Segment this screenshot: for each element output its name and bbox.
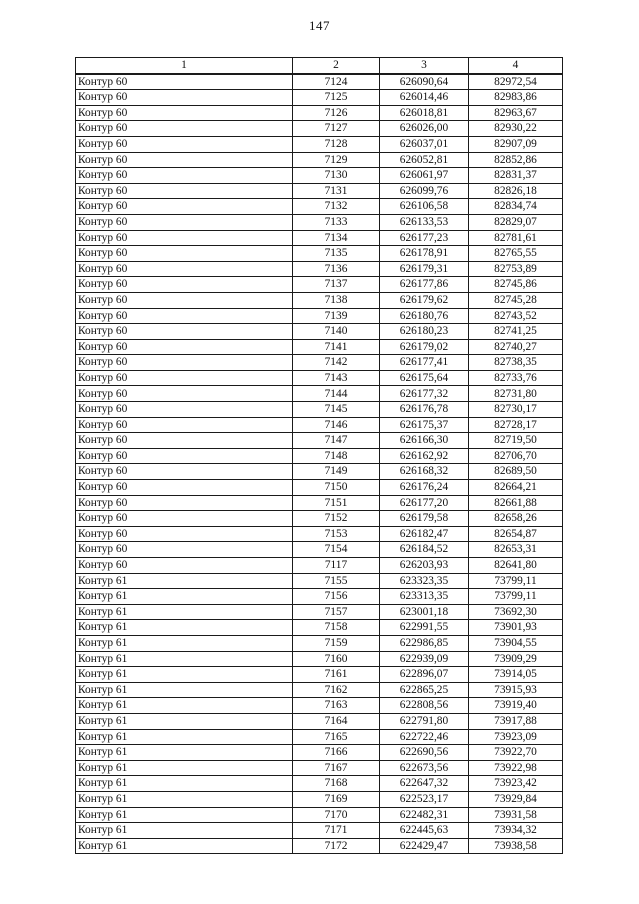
point-number-cell: 7125 <box>293 90 380 106</box>
y-coordinate-cell: 82658,26 <box>469 511 563 527</box>
x-coordinate-cell: 626099,76 <box>380 183 469 199</box>
contour-name-cell: Контур 60 <box>76 448 293 464</box>
table-row <box>76 355 563 371</box>
table-row <box>76 823 563 839</box>
point-number-cell: 7166 <box>293 745 380 761</box>
point-number-cell: 7156 <box>293 589 380 605</box>
x-coordinate-cell: 622429,47 <box>380 838 469 854</box>
x-coordinate-cell: 626177,32 <box>380 386 469 402</box>
point-number-cell: 7170 <box>293 807 380 823</box>
coordinates-table <box>75 57 563 854</box>
y-coordinate-cell: 73904,55 <box>469 635 563 651</box>
contour-name-cell: Контур 60 <box>76 495 293 511</box>
y-coordinate-cell: 73917,88 <box>469 713 563 729</box>
table-row <box>76 604 563 620</box>
table-row <box>76 573 563 589</box>
table-row <box>76 183 563 199</box>
point-number-cell: 7152 <box>293 511 380 527</box>
x-coordinate-cell: 626014,46 <box>380 90 469 106</box>
x-coordinate-cell: 626177,86 <box>380 277 469 293</box>
table-row <box>76 152 563 168</box>
y-coordinate-cell: 82930,22 <box>469 121 563 137</box>
table-row <box>76 370 563 386</box>
contour-name-cell: Контур 60 <box>76 199 293 215</box>
y-coordinate-cell: 82653,31 <box>469 542 563 558</box>
contour-name-cell: Контур 60 <box>76 339 293 355</box>
table-row <box>76 620 563 636</box>
contour-name-cell: Контур 61 <box>76 729 293 745</box>
point-number-cell: 7171 <box>293 823 380 839</box>
contour-name-cell: Контур 61 <box>76 807 293 823</box>
point-number-cell: 7131 <box>293 183 380 199</box>
contour-name-cell: Контур 60 <box>76 355 293 371</box>
point-number-cell: 7143 <box>293 370 380 386</box>
x-coordinate-cell: 626180,76 <box>380 308 469 324</box>
y-coordinate-cell: 73909,29 <box>469 651 563 667</box>
contour-name-cell: Контур 61 <box>76 667 293 683</box>
x-coordinate-cell: 623001,18 <box>380 604 469 620</box>
contour-name-cell: Контур 60 <box>76 277 293 293</box>
point-number-cell: 7144 <box>293 386 380 402</box>
contour-name-cell: Контур 61 <box>76 760 293 776</box>
page-number: 147 <box>309 18 330 33</box>
contour-name-cell: Контур 61 <box>76 823 293 839</box>
x-coordinate-cell: 626166,30 <box>380 433 469 449</box>
point-number-cell: 7133 <box>293 214 380 230</box>
y-coordinate-cell: 82829,07 <box>469 214 563 230</box>
y-coordinate-cell: 73938,58 <box>469 838 563 854</box>
y-coordinate-cell: 73799,11 <box>469 589 563 605</box>
table-row <box>76 807 563 823</box>
x-coordinate-cell: 626175,64 <box>380 370 469 386</box>
table-row <box>76 776 563 792</box>
point-number-cell: 7159 <box>293 635 380 651</box>
x-coordinate-cell: 626061,97 <box>380 168 469 184</box>
point-number-cell: 7134 <box>293 230 380 246</box>
contour-name-cell: Контур 60 <box>76 464 293 480</box>
y-coordinate-cell: 73919,40 <box>469 698 563 714</box>
table-header <box>76 58 563 74</box>
x-coordinate-cell: 626179,02 <box>380 339 469 355</box>
x-coordinate-cell: 622690,56 <box>380 745 469 761</box>
x-coordinate-cell: 626106,58 <box>380 199 469 215</box>
point-number-cell: 7117 <box>293 558 380 574</box>
contour-name-cell: Контур 60 <box>76 402 293 418</box>
point-number-cell: 7154 <box>293 542 380 558</box>
table-row <box>76 292 563 308</box>
point-number-cell: 7164 <box>293 713 380 729</box>
y-coordinate-cell: 73799,11 <box>469 573 563 589</box>
x-coordinate-cell: 626182,47 <box>380 526 469 542</box>
x-coordinate-cell: 626052,81 <box>380 152 469 168</box>
y-coordinate-cell: 73915,93 <box>469 682 563 698</box>
y-coordinate-cell: 73923,09 <box>469 729 563 745</box>
y-coordinate-cell: 82731,80 <box>469 386 563 402</box>
x-coordinate-cell: 626177,23 <box>380 230 469 246</box>
y-coordinate-cell: 82983,86 <box>469 90 563 106</box>
x-coordinate-cell: 622523,17 <box>380 791 469 807</box>
contour-name-cell: Контур 60 <box>76 308 293 324</box>
y-coordinate-cell: 73922,70 <box>469 745 563 761</box>
table-row <box>76 168 563 184</box>
contour-name-cell: Контур 60 <box>76 558 293 574</box>
table-row <box>76 635 563 651</box>
point-number-cell: 7141 <box>293 339 380 355</box>
table-row <box>76 698 563 714</box>
column-header-2: 2 <box>293 58 380 74</box>
x-coordinate-cell: 626179,31 <box>380 261 469 277</box>
x-coordinate-cell: 626090,64 <box>380 74 469 90</box>
point-number-cell: 7127 <box>293 121 380 137</box>
header-row <box>76 58 563 74</box>
table-row <box>76 542 563 558</box>
table-row <box>76 838 563 854</box>
y-coordinate-cell: 73922,98 <box>469 760 563 776</box>
table-row <box>76 433 563 449</box>
contour-name-cell: Контур 60 <box>76 261 293 277</box>
contour-name-cell: Контур 61 <box>76 791 293 807</box>
y-coordinate-cell: 82654,87 <box>469 526 563 542</box>
point-number-cell: 7157 <box>293 604 380 620</box>
y-coordinate-cell: 82743,52 <box>469 308 563 324</box>
x-coordinate-cell: 622673,56 <box>380 760 469 776</box>
contour-name-cell: Контур 60 <box>76 168 293 184</box>
table-row <box>76 651 563 667</box>
table-row <box>76 417 563 433</box>
contour-name-cell: Контур 60 <box>76 105 293 121</box>
y-coordinate-cell: 82826,18 <box>469 183 563 199</box>
y-coordinate-cell: 73934,32 <box>469 823 563 839</box>
y-coordinate-cell: 73914,05 <box>469 667 563 683</box>
table-row <box>76 199 563 215</box>
x-coordinate-cell: 622482,31 <box>380 807 469 823</box>
x-coordinate-cell: 626026,00 <box>380 121 469 137</box>
x-coordinate-cell: 622991,55 <box>380 620 469 636</box>
contour-name-cell: Контур 60 <box>76 370 293 386</box>
y-coordinate-cell: 82664,21 <box>469 480 563 496</box>
x-coordinate-cell: 626203,93 <box>380 558 469 574</box>
table-row <box>76 589 563 605</box>
point-number-cell: 7124 <box>293 74 380 90</box>
contour-name-cell: Контур 61 <box>76 745 293 761</box>
point-number-cell: 7130 <box>293 168 380 184</box>
table-row <box>76 261 563 277</box>
y-coordinate-cell: 82972,54 <box>469 74 563 90</box>
table-row <box>76 558 563 574</box>
table-row <box>76 277 563 293</box>
point-number-cell: 7137 <box>293 277 380 293</box>
point-number-cell: 7142 <box>293 355 380 371</box>
x-coordinate-cell: 626168,32 <box>380 464 469 480</box>
y-coordinate-cell: 82728,17 <box>469 417 563 433</box>
x-coordinate-cell: 626018,81 <box>380 105 469 121</box>
x-coordinate-cell: 622722,46 <box>380 729 469 745</box>
y-coordinate-cell: 82719,50 <box>469 433 563 449</box>
y-coordinate-cell: 73929,84 <box>469 791 563 807</box>
contour-name-cell: Контур 60 <box>76 230 293 246</box>
y-coordinate-cell: 82907,09 <box>469 136 563 152</box>
contour-name-cell: Контур 61 <box>76 698 293 714</box>
table-body <box>76 74 563 854</box>
table-row <box>76 713 563 729</box>
x-coordinate-cell: 626176,78 <box>380 402 469 418</box>
x-coordinate-cell: 626133,53 <box>380 214 469 230</box>
y-coordinate-cell: 73692,30 <box>469 604 563 620</box>
x-coordinate-cell: 622647,32 <box>380 776 469 792</box>
x-coordinate-cell: 622939,09 <box>380 651 469 667</box>
point-number-cell: 7126 <box>293 105 380 121</box>
x-coordinate-cell: 626176,24 <box>380 480 469 496</box>
point-number-cell: 7139 <box>293 308 380 324</box>
y-coordinate-cell: 82738,35 <box>469 355 563 371</box>
table-row <box>76 464 563 480</box>
contour-name-cell: Контур 60 <box>76 152 293 168</box>
x-coordinate-cell: 622865,25 <box>380 682 469 698</box>
point-number-cell: 7148 <box>293 448 380 464</box>
point-number-cell: 7158 <box>293 620 380 636</box>
table-row <box>76 682 563 698</box>
table-row <box>76 667 563 683</box>
contour-name-cell: Контур 61 <box>76 604 293 620</box>
point-number-cell: 7155 <box>293 573 380 589</box>
contour-name-cell: Контур 61 <box>76 651 293 667</box>
table-row <box>76 526 563 542</box>
y-coordinate-cell: 82730,17 <box>469 402 563 418</box>
contour-name-cell: Контур 61 <box>76 620 293 636</box>
point-number-cell: 7165 <box>293 729 380 745</box>
point-number-cell: 7129 <box>293 152 380 168</box>
contour-name-cell: Контур 60 <box>76 324 293 340</box>
point-number-cell: 7169 <box>293 791 380 807</box>
y-coordinate-cell: 82661,88 <box>469 495 563 511</box>
point-number-cell: 7128 <box>293 136 380 152</box>
point-number-cell: 7161 <box>293 667 380 683</box>
contour-name-cell: Контур 60 <box>76 511 293 527</box>
x-coordinate-cell: 626162,92 <box>380 448 469 464</box>
y-coordinate-cell: 82963,67 <box>469 105 563 121</box>
x-coordinate-cell: 622445,63 <box>380 823 469 839</box>
point-number-cell: 7149 <box>293 464 380 480</box>
table-row <box>76 90 563 106</box>
contour-name-cell: Контур 61 <box>76 838 293 854</box>
point-number-cell: 7145 <box>293 402 380 418</box>
table-row <box>76 339 563 355</box>
table-row <box>76 791 563 807</box>
table-row <box>76 230 563 246</box>
table-row <box>76 308 563 324</box>
contour-name-cell: Контур 60 <box>76 74 293 90</box>
y-coordinate-cell: 82753,89 <box>469 261 563 277</box>
y-coordinate-cell: 73923,42 <box>469 776 563 792</box>
contour-name-cell: Контур 61 <box>76 589 293 605</box>
y-coordinate-cell: 73931,58 <box>469 807 563 823</box>
x-coordinate-cell: 626175,37 <box>380 417 469 433</box>
contour-name-cell: Контур 61 <box>76 713 293 729</box>
point-number-cell: 7168 <box>293 776 380 792</box>
x-coordinate-cell: 626037,01 <box>380 136 469 152</box>
x-coordinate-cell: 622791,80 <box>380 713 469 729</box>
table-row <box>76 760 563 776</box>
point-number-cell: 7140 <box>293 324 380 340</box>
point-number-cell: 7160 <box>293 651 380 667</box>
x-coordinate-cell: 622896,07 <box>380 667 469 683</box>
x-coordinate-cell: 626177,41 <box>380 355 469 371</box>
contour-name-cell: Контур 61 <box>76 776 293 792</box>
y-coordinate-cell: 82831,37 <box>469 168 563 184</box>
point-number-cell: 7147 <box>293 433 380 449</box>
contour-name-cell: Контур 61 <box>76 635 293 651</box>
point-number-cell: 7153 <box>293 526 380 542</box>
point-number-cell: 7151 <box>293 495 380 511</box>
contour-name-cell: Контур 60 <box>76 526 293 542</box>
point-number-cell: 7138 <box>293 292 380 308</box>
point-number-cell: 7167 <box>293 760 380 776</box>
contour-name-cell: Контур 60 <box>76 542 293 558</box>
contour-name-cell: Контур 60 <box>76 386 293 402</box>
contour-name-cell: Контур 60 <box>76 214 293 230</box>
table-row <box>76 495 563 511</box>
y-coordinate-cell: 82745,28 <box>469 292 563 308</box>
x-coordinate-cell: 622808,56 <box>380 698 469 714</box>
point-number-cell: 7163 <box>293 698 380 714</box>
table-row <box>76 745 563 761</box>
table-row <box>76 448 563 464</box>
contour-name-cell: Контур 61 <box>76 682 293 698</box>
x-coordinate-cell: 626179,62 <box>380 292 469 308</box>
y-coordinate-cell: 82706,70 <box>469 448 563 464</box>
y-coordinate-cell: 73901,93 <box>469 620 563 636</box>
x-coordinate-cell: 626180,23 <box>380 324 469 340</box>
contour-name-cell: Контур 60 <box>76 292 293 308</box>
point-number-cell: 7135 <box>293 246 380 262</box>
point-number-cell: 7150 <box>293 480 380 496</box>
point-number-cell: 7136 <box>293 261 380 277</box>
table-row <box>76 136 563 152</box>
x-coordinate-cell: 622986,85 <box>380 635 469 651</box>
contour-name-cell: Контур 60 <box>76 90 293 106</box>
table-row <box>76 402 563 418</box>
point-number-cell: 7146 <box>293 417 380 433</box>
table-row <box>76 105 563 121</box>
contour-name-cell: Контур 60 <box>76 433 293 449</box>
x-coordinate-cell: 626179,58 <box>380 511 469 527</box>
contour-name-cell: Контур 61 <box>76 573 293 589</box>
x-coordinate-cell: 626184,52 <box>380 542 469 558</box>
contour-name-cell: Контур 60 <box>76 417 293 433</box>
y-coordinate-cell: 82745,86 <box>469 277 563 293</box>
contour-name-cell: Контур 60 <box>76 246 293 262</box>
column-header-3: 3 <box>380 58 469 74</box>
point-number-cell: 7132 <box>293 199 380 215</box>
point-number-cell: 7162 <box>293 682 380 698</box>
y-coordinate-cell: 82834,74 <box>469 199 563 215</box>
point-number-cell: 7172 <box>293 838 380 854</box>
table-row <box>76 511 563 527</box>
column-header-4: 4 <box>469 58 563 74</box>
y-coordinate-cell: 82641,80 <box>469 558 563 574</box>
y-coordinate-cell: 82740,27 <box>469 339 563 355</box>
table-row <box>76 729 563 745</box>
y-coordinate-cell: 82852,86 <box>469 152 563 168</box>
contour-name-cell: Контур 60 <box>76 480 293 496</box>
table-row <box>76 386 563 402</box>
contour-name-cell: Контур 60 <box>76 136 293 152</box>
column-header-1: 1 <box>76 58 293 74</box>
table-row <box>76 246 563 262</box>
table-row <box>76 74 563 90</box>
contour-name-cell: Контур 60 <box>76 183 293 199</box>
table-row <box>76 214 563 230</box>
x-coordinate-cell: 626178,91 <box>380 246 469 262</box>
contour-name-cell: Контур 60 <box>76 121 293 137</box>
x-coordinate-cell: 623323,35 <box>380 573 469 589</box>
y-coordinate-cell: 82689,50 <box>469 464 563 480</box>
table-row <box>76 121 563 137</box>
y-coordinate-cell: 82781,61 <box>469 230 563 246</box>
x-coordinate-cell: 623313,35 <box>380 589 469 605</box>
table-row <box>76 324 563 340</box>
y-coordinate-cell: 82765,55 <box>469 246 563 262</box>
y-coordinate-cell: 82741,25 <box>469 324 563 340</box>
table-row <box>76 480 563 496</box>
y-coordinate-cell: 82733,76 <box>469 370 563 386</box>
x-coordinate-cell: 626177,20 <box>380 495 469 511</box>
